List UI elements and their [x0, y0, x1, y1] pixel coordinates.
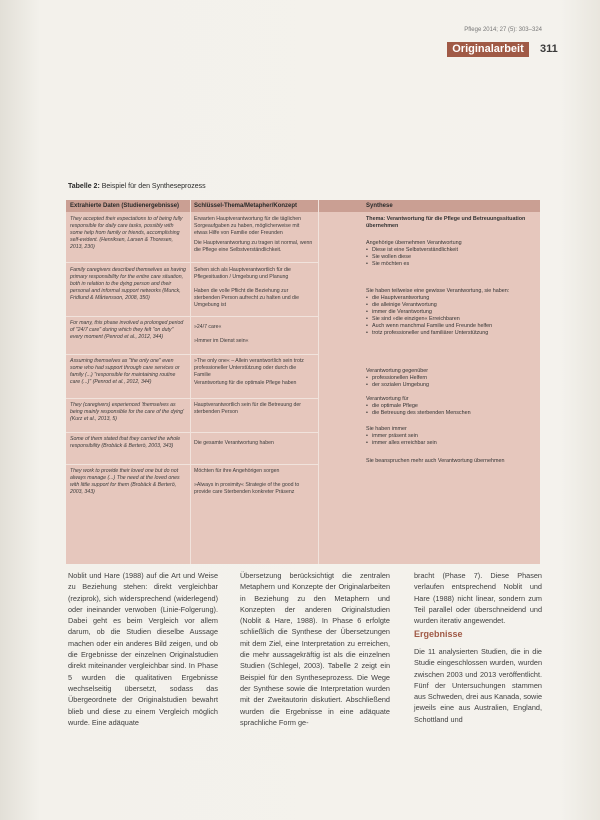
table-row-concept: »Immer im Dienst sein«: [194, 338, 249, 344]
table-caption: [68, 183, 206, 190]
synthesis-item: • der sozialen Umgebung: [366, 382, 536, 389]
table-row-concept: Möchten für ihre Angehörigen sorgen: [194, 468, 280, 474]
table-row-concept: »Always in proximity« Strategie of the good to provide care Sterbenden konkreter Präsenz: [194, 482, 300, 495]
synthesis-item: • immer die Verantwortung: [366, 309, 536, 316]
table-row-concept: »The only one« – Allein verantwortlich sein trotz professioneller Unterstützung oder durch die Familie: [194, 358, 304, 378]
row-separator: [66, 398, 318, 399]
synthesis-item: • Diese ist eine Selbstverständlichkeit: [366, 247, 536, 254]
table-row-concept: Haben die volle Pflicht die Beziehung zur sterbenden Person aufrecht zu halten und die Umgebung ist: [194, 288, 299, 308]
synthesis-block: [366, 288, 536, 337]
synthesis-block: [366, 240, 536, 268]
synthesis-block: [366, 216, 536, 230]
synthesis-heading: Sie haben teilweise eine gewisse Verantwortung, sie haben:: [366, 288, 510, 294]
column-divider: [318, 200, 319, 564]
journal-citation: Pflege 2014; 27 (5): 303–324: [464, 27, 542, 33]
column-header-extracted-data: Extrahierte Daten (Studienergebnisse): [70, 203, 180, 209]
table-row-concept: Hauptverantwortlich sein für die Betreuung der sterbenden Person: [194, 402, 301, 415]
synthesis-block: [366, 368, 536, 389]
table-row-data: They work to provide their loved one but do not always manage (...) The need at the loved ones with little support for them (Brobäck & Berterö, 2003, 343): [70, 468, 180, 495]
page-number: 311: [540, 43, 558, 55]
synthesis-item: • die alleinige Verantwortung: [366, 302, 536, 309]
table-row-concept: Die gesamte Verantwortung haben: [194, 440, 274, 446]
synthesis-item: • trotz professioneller und familiärer Unterstützung: [366, 330, 536, 337]
row-separator: [66, 432, 318, 433]
row-separator: [66, 354, 318, 355]
synthesis-item: • professionellen Helfern: [366, 375, 536, 382]
synthesis-heading: Verantwortung gegenüber: [366, 368, 429, 374]
synthesis-theme: Thema: Verantwortung für die Pflege und Betreuungssituation übernehmen: [366, 216, 526, 229]
body-column-3-top: bracht (Phase 7). Diese Phasen verlaufen entsprechend Noblit und Hare (1988) nicht linear, sondern zum Teil parallel oder überschneidend und wurden iterativ angewendet.: [414, 571, 542, 626]
synthesis-table: [66, 200, 540, 564]
synthesis-item: • die optimale Pflege: [366, 403, 536, 410]
table-row-data: They (caregivers) experienced 'themselves as being mainly responsible for the care of the dying' (Kurz et al., 2013, 5): [70, 402, 185, 422]
body-column-1: Noblit und Hare (1988) auf die Art und Weise zu Beziehung stehen: direkt vergleichbar (reziprok), sich widersprechend (widerlegend) oder ineinander verwoben (Linie-Folgerung). Dabei geht es beim Vergleich vor allem darum, ob die Studien dieselbe Aussage machen oder ein anderes Bild zeigen, und ob die Ergebnisse der einzelnen Originalstudien direkt miteinander vergleichbar sind. In Phase 5 wurden die qualitativen Ergebnisse wechselseitig übersetzt, sodass das Übergeordnete der Originalstudien bewahrt blieb und diese zu einem Vergleich möglich wurde. Eine adäquate: [68, 571, 218, 727]
section-label: Originalarbeit: [447, 42, 529, 57]
table-row-data: Family caregivers described themselves as having primary responsibility for the entire care situation, both in relation to the dying person and their personal and informal support networks (Munck, Fridlund & Mårtensson, 2008, 350): [70, 267, 186, 301]
table-row-concept: Verantwortung für die optimale Pflege haben: [194, 380, 297, 386]
row-separator: [66, 316, 318, 317]
synthesis-item: • Sie wollen diese: [366, 254, 536, 261]
synthesis-item: • immer alles erreichbar sein: [366, 440, 536, 447]
table-header: [66, 200, 540, 212]
synthesis-item: • Auch wenn manchmal Familie und Freunde helfen: [366, 323, 536, 330]
column-divider: [190, 200, 191, 564]
table-row-concept: Die Hauptverantwortung zu tragen ist normal, wenn die Pflege eine Selbstverständlichkeit.: [194, 240, 313, 253]
synthesis-item: • immer präsent sein: [366, 433, 536, 440]
column-header-synthesis: Synthese: [366, 203, 393, 209]
table-row-data: For many, this phase involved a prolonged period of "24/7 care" during which they felt "on duty" every moment (Penrod et al., 2012, 344): [70, 320, 184, 340]
table-row-data: They accepted their expectations to of being fully responsible for daily care tasks, possibly with some help from family or friends, accomplishing self-evident. (Henriksen, Larsen & Thoresen, 2013, 230): [70, 216, 183, 250]
section-heading-results: Ergebnisse: [414, 629, 463, 639]
synthesis-heading: Sie haben immer: [366, 426, 407, 432]
table-row-concept: »24/7 care«: [194, 324, 222, 330]
table-caption-label: Tabelle 2:: [68, 183, 100, 190]
synthesis-block: [366, 458, 536, 465]
body-column-2: Übersetzung berücksichtigt die zentralen Metaphern und Konzepte der Originalarbeiten in Beziehung zu den Metaphern und Konzepten der anderen Originalstudien (Noblit & Hare, 1988). In Phase 6 erfolgte schließlich die Synthese der Übersetzungen mit dem Ziel, eine Interpretation zu erreichen, die mehr aussagekräftig ist als die einzelnen Studien (Schlegel, 2003). Tabelle 2 zeigt ein Beispiel für den Syntheseprozess. Die Wege der Synthese sowie die Interpretation wurden mit der Zweitautorin diskutiert. Abschließend wurden die Ergebnisse in eine adäquate sprachliche Form ge-: [240, 571, 390, 727]
synthesis-heading: Angehörige übernehmen Verantwortung: [366, 240, 462, 246]
table-caption-text: Beispiel für den Syntheseprozess: [99, 183, 206, 190]
body-column-3-bottom: Die 11 analysierten Studien, die in die Studie eingeschlossen wurden, wurden zwischen 2003 und 2013 veröffentlicht. Fünf der Untersuchungen stammen aus Schweden, drei aus Kanada, sowie jeweils eine aus Australien, England, Schottland und: [414, 647, 542, 724]
synthesis-item: • Sie sind »die einzigen« Erreichbaren: [366, 316, 536, 323]
synthesis-block: [366, 426, 536, 447]
synthesis-heading: Verantwortung für: [366, 396, 409, 402]
synthesis-item: • die Betreuung des sterbenden Menschen: [366, 410, 536, 417]
column-header-key-concept: Schlüssel-Thema/Metapher/Konzept: [194, 203, 298, 209]
synthesis-block: [366, 396, 536, 417]
row-separator: [66, 262, 318, 263]
synthesis-heading: Sie beanspruchen mehr auch Verantwortung übernehmen: [366, 458, 505, 464]
synthesis-item: • die Hauptverantwortung: [366, 295, 536, 302]
table-row-data: Assuming themselves as "the only one" even some who had support through care services or family (...) "responsible for maintaining routine care (...)" (Penrod et al., 2012, 344): [70, 358, 180, 385]
synthesis-item: • Sie möchten es: [366, 261, 536, 268]
table-row-concept: Erwarten Hauptverantwortung für die täglichen Sorgeaufgaben zu haben, möglicherweise mit etwas Hilfe von Familie oder Freunden: [194, 216, 301, 236]
table-row-data: Some of them stated that they carried the whole responsibility (Brobäck & Berterö, 2003, 343): [70, 436, 181, 449]
table-row-concept: Sehen sich als Hauptverantwortlich für die Pflegesituation / Umgebung und Planung: [194, 267, 291, 280]
row-separator: [66, 464, 318, 465]
